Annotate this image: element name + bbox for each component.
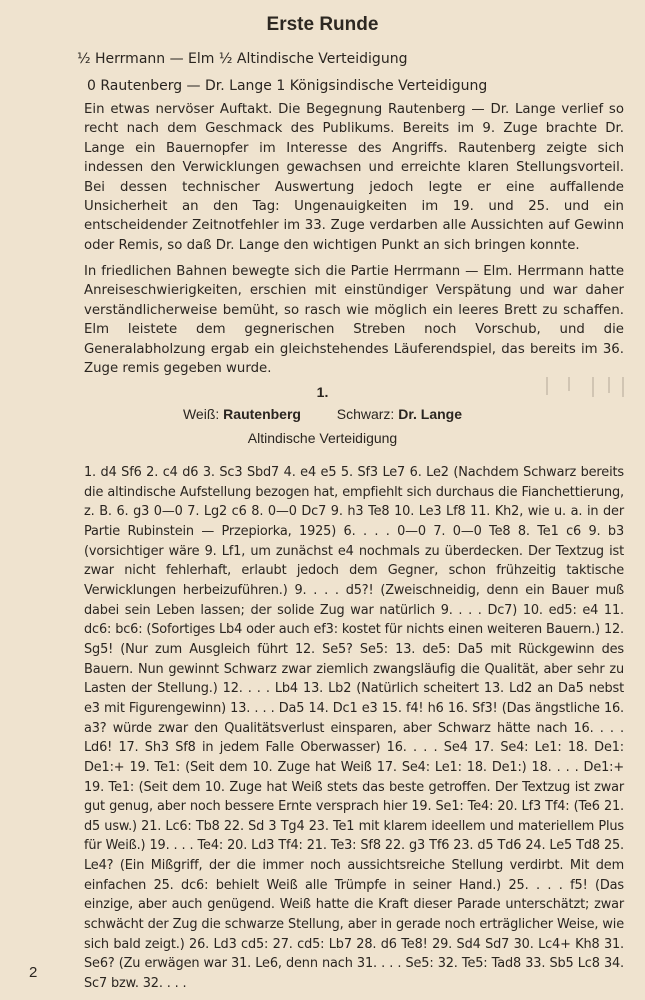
- page-number: 2: [29, 964, 38, 981]
- pairing-herrmann-elm: ½ Herrmann — Elm ½ Altindische Verteidigung: [77, 51, 408, 67]
- game-opening: Altindische Verteidigung: [247, 430, 398, 446]
- black-player: Dr. Lange: [398, 406, 463, 422]
- white-player: Rautenberg: [223, 406, 301, 422]
- pairing-rautenberg-lange: 0 Rautenberg — Dr. Lange 1 Königsindische Verteidigung: [87, 78, 488, 94]
- white-label: Weiß:: [182, 406, 220, 422]
- game-players: [0, 406, 645, 422]
- report-paragraph-2: In friedlichen Bahnen bewegte sich die Partie Herrmann — Elm. Herrmann hatte Anreiseschwierigkeiten, erschien mit einstündiger Verspätung und war daher verständlicherweise bemüht, so rasch wie möglich ein leeres Brett zu schaffen. Elm leistete dem gegnerischen Streben noch Vorschub, und die Generalabholzung ergab ein gleichstehendes Läuferendspiel, das bereits im 36. Zuge remis gegeben wurde.: [84, 264, 624, 377]
- game-number: 1.: [316, 384, 329, 400]
- report-paragraph-1: Ein etwas nervöser Auftakt. Die Begegnung Rautenberg — Dr. Lange verlief so recht nach dem Geschmack des Publikums. Bereits im 9. Zuge brachte Dr. Lange ein Bauernopfer im Interesse des Angriffs. Rautenberg zeigte sich indessen den Verwicklungen gewachsen und erreichte klaren Stellungsvorteil. Bei dessen technischer Auswertung jedoch legte er eine auffallende Unsicherheit an den Tag: Ungenauigkeiten im 19. und 25. und ein entscheidender Zeitnotfehler im 33. Zuge verdarben alle Aussichten auf Gewinn oder Remis, so daß Dr. Lange den wichtigen Punkt an sich bringen konnte.: [84, 102, 624, 253]
- game-moves-annotation: 1. d4 Sf6 2. c4 d6 3. Sc3 Sbd7 4. e4 e5 5. Sf3 Le7 6. Le2 (Nachdem Schwarz bereits die altindische Aufstellung bezogen hat, empfiehlt sich durchaus die Fianchettierung, z. B. 6. g3 0—0 7. Lg2 c6 8. 0—0 Dc7 9. h3 Te8 10. Le3 Lf8 11. Kh2, wie u. a. in der Partie Rubinstein — Przepiorka, 1925) 6. . . . 0—0 7. 0—0 Te8 8. Te1 c6 9. b3 (vorsichtiger wäre 9. Lf1, um zunächst e4 nochmals zu überdecken. Der Textzug ist zwar nicht fehlerhaft, erlaubt jedoch dem Gegner, schon frühzeitig taktische Verwicklungen herbeizuführen.) 9. . . . d5?! (Zweischneidig, denn ein Bauer muß dabei sein Leben lassen; der solide Zug war natürlich 9. . . . Dc7) 10. ed5: e4 11. dc6: bc6: (Sofortiges Lb4 oder auch ef3: kostet für nichts einen weiteren Bauern.) 12. Sg5! (Nur zum Ausgleich führt 12. Se5? Se5: 13. de5: Da5 mit Rückgewinn des Bauern. Nun gewinnt Schwarz zwar ziemlich zwangsläufig die Qualität, aber sehr zu Lasten der Stellung.) 12. . . . Lb4 13. Lb2 (Natürlich scheitert 13. Ld2 an Da5 nebst e3 mit Figurengewinn) 13. . . . Da5 14. Dc1 e3 15. f4! h6 16. Sf3! (Das ängstliche 16. a3? würde zwar den Qualitätsverlust einsparen, aber Schwarz hätte nach 16. . . . Ld6! 17. Sh3 Sf8 in jedem Falle Oberwasser) 16. . . . Se4 17. Se4: Le1: 18. De1: De1:+ 19. Te1: (Seit dem 10. Zuge hat Weiß 17. Se4: Le1: 18. De1:) 18. . . . De1:+ 19. Te1: (Seit dem 10. Zuge hat Weiß stets das beste getroffen. Der Textzug ist zwar gut genug, aber noch bessere Ernte versprach hier 19. Se1: Te4: 20. Lf3 Tf4: (Te6 21. d5 usw.) 21. Lc6: Tb8 22. Sd 3 Tg4 23. Te1 mit klarem ideellem und materiellem Plus für Weiß.) 19. . . . Te4: 20. Ld3 Tf4: 21. Te3: Sf8 22. g3 Tf6 23. d5 Td6 24. Le5 Td8 25. Le4? (Ein Mißgriff, der die immer noch aussichtsreiche Stellung verdirbt. Mit dem einfachen 25. dc6: behielt Weiß alle Trümpfe in seiner Hand.) 25. . . . f5! (Das einzige, aber auch genügend. Weiß hatte die Kraft dieser Parade unterschätzt; zwar schwächt der Zug die schwarze Stellung, aber in gerade noch erträglicher Weise, wie sich bald zeigt.) 26. Ld3 cd5: 27. cd5: Lb7 28. d6 Te8! 29. Sd4 Sd7 30. Lc4+ Kh8 31. Se6? (Zu erwägen war 31. Le6, denn nach 31. . . . Se5: 32. Te5: Tad8 33. Sb5 Lc8 34. Sc7 bzw. 32. . . .: [84, 465, 624, 992]
- page-title: Erste Runde: [266, 14, 379, 35]
- black-label: Schwarz:: [336, 406, 395, 422]
